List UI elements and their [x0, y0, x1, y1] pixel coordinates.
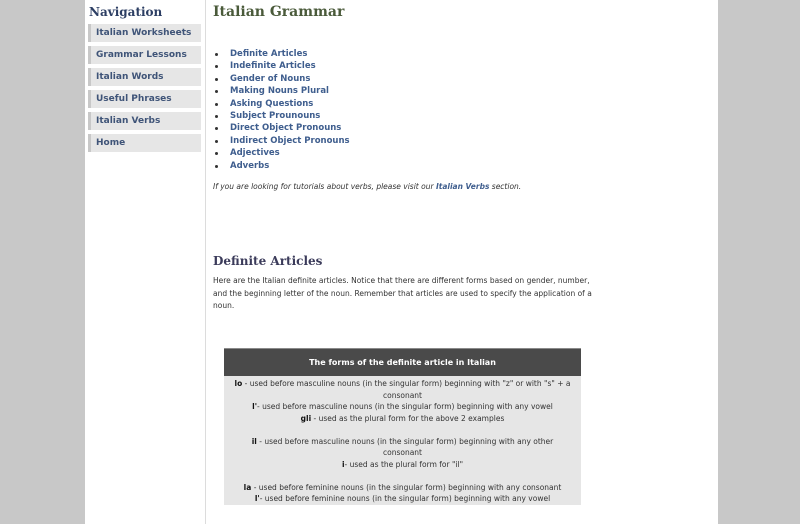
grammar-topic-list [213, 48, 350, 172]
page-title: Italian Grammar [213, 4, 345, 20]
section-title: Definite Articles [213, 254, 323, 268]
topic-link-adjectives[interactable]: Adjectives [230, 148, 280, 159]
list-item [230, 135, 350, 147]
nav-item-useful-phrases[interactable]: Useful Phrases [88, 90, 201, 108]
table-body [224, 376, 581, 505]
table-row [234, 413, 571, 425]
section-intro: Here are the Italian definite articles. Notice that there are different forms based on gender, number, and the beginning letter of the noun. Remember that articles are used to specify the application of a noun. [213, 276, 592, 310]
topic-link-asking-questions[interactable]: Asking Questions [230, 98, 314, 109]
article-description: - used as the plural form for the above 2 examples [311, 413, 505, 423]
nav-item-italian-words[interactable]: Italian Words [88, 68, 201, 86]
table-header: The forms of the definite article in Italian [224, 348, 581, 376]
navigation-heading: Navigation [89, 5, 163, 19]
list-item [230, 160, 350, 172]
navigation-menu [88, 24, 201, 156]
article-term: i [341, 459, 345, 469]
list-item [230, 73, 350, 85]
table-row [234, 401, 571, 413]
nav-item-grammar-lessons[interactable]: Grammar Lessons [88, 46, 201, 64]
table-row [234, 436, 571, 459]
article-description: - used before masculine nouns (in the singular form) beginning with "z" or with "s" + a consonant [242, 379, 571, 400]
list-item [230, 48, 350, 60]
article-description: - used as the plural form for "il" [344, 459, 464, 469]
topic-link-definite-articles[interactable]: Definite Articles [230, 49, 308, 59]
article-description: - used before masculine nouns (in the singular form) beginning with any other consonant [256, 436, 554, 457]
article-term: il [251, 436, 257, 446]
italian-verbs-link[interactable]: Italian Verbs [435, 182, 490, 191]
page-container [85, 0, 718, 524]
topic-link-indefinite-articles[interactable]: Indefinite Articles [230, 61, 316, 72]
list-item [230, 110, 350, 122]
article-description: - used before masculine nouns (in the singular form) beginning with any vowel [257, 402, 553, 411]
nav-item-italian-verbs[interactable]: Italian Verbs [88, 112, 201, 130]
article-term: lo [234, 379, 243, 388]
row-spacer [234, 470, 571, 482]
definite-article-forms-table [224, 348, 581, 505]
topic-link-gender-of-nouns[interactable]: Gender of Nouns [230, 73, 311, 84]
article-term: l' [252, 402, 257, 411]
article-description: - used before feminine nouns (in the singular form) beginning with any consonant [251, 482, 562, 492]
topic-link-making-nouns-plural[interactable]: Making Nouns Plural [230, 86, 329, 97]
verbs-note-text-before: If you are looking for tutorials about verbs, please visit our [213, 182, 436, 191]
sidebar [85, 0, 206, 524]
list-item [230, 98, 350, 110]
table-row [234, 482, 571, 494]
nav-item-home[interactable]: Home [88, 134, 201, 152]
topic-link-adverbs[interactable]: Adverbs [230, 160, 270, 171]
topic-link-indirect-object-pronouns[interactable]: Indirect Object Pronouns [230, 135, 350, 146]
article-term: gli [300, 413, 312, 423]
verbs-note-text-after: section. [489, 182, 522, 191]
topic-link-direct-object-pronouns[interactable]: Direct Object Pronouns [230, 123, 342, 134]
list-item [230, 60, 350, 72]
table-row [234, 459, 571, 471]
list-item [230, 122, 350, 134]
list-item [230, 85, 350, 97]
article-term: la [243, 482, 252, 492]
row-spacer [234, 424, 571, 436]
article-term: l' [254, 494, 260, 503]
list-item [230, 147, 350, 159]
verbs-note [213, 182, 521, 191]
topic-link-subject-pronouns[interactable]: Subject Prounouns [230, 110, 321, 121]
table-row [234, 378, 571, 401]
article-description: - used before feminine nouns (in the singular form) beginning with any vowel [259, 494, 551, 503]
nav-item-italian-worksheets[interactable]: Italian Worksheets [88, 24, 201, 42]
table-row [234, 493, 571, 505]
